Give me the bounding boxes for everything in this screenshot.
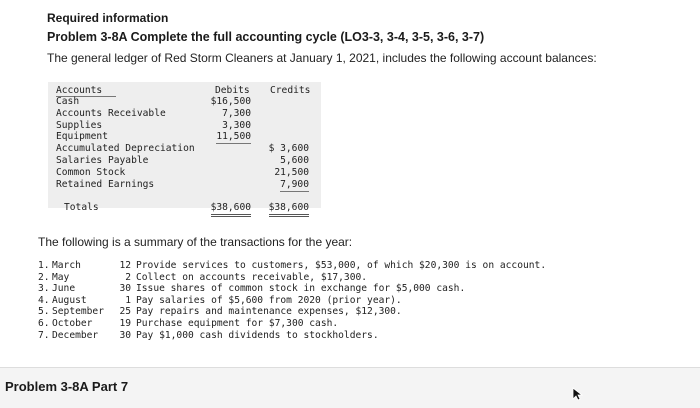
transaction-description: Provide services to customers, $53,000, of which $20,300 is on account. <box>136 260 547 271</box>
ledger-debit-value: $16,500 <box>210 96 251 107</box>
transaction-month: May <box>52 271 70 283</box>
transaction-description: Purchase equipment for $7,300 cash. <box>136 317 339 329</box>
ledger-account-name: Cash <box>56 96 80 107</box>
mouse-pointer-icon <box>572 387 584 401</box>
transaction-description: Pay $1,000 cash dividends to stockholders. <box>136 329 379 341</box>
transactions-summary-heading: The following is a summary of the transactions for the year: <box>38 235 353 249</box>
transaction-month: October <box>52 317 93 329</box>
problem-title: Problem 3-8A Complete the full accounting cycle (LO3-3, 3-4, 3-5, 3-6, 3-7) <box>47 30 485 44</box>
transaction-number: 6. <box>38 317 50 329</box>
transaction-description: Pay salaries of $5,600 from 2020 (prior year). <box>136 294 402 306</box>
ledger-debit-value: 11,500 <box>216 131 251 143</box>
ledger-credit-value: 7,900 <box>280 178 309 190</box>
transaction-description: Pay repairs and maintenance expenses, $12,300. <box>136 306 402 318</box>
ledger-account-name: Accumulated Depreciation <box>56 143 195 155</box>
ledger-account-name: Salaries Payable <box>56 155 149 166</box>
ledger-debit-value: 7,300 <box>222 107 251 119</box>
transaction-number: 4. <box>38 294 50 306</box>
transaction-number: 3. <box>38 283 50 295</box>
transaction-description: Issue shares of common stock in exchange for $5,000 cash. <box>136 283 466 295</box>
transaction-day: 2 <box>125 271 131 283</box>
transaction-number: 2. <box>38 271 50 283</box>
ledger-account-name: Supplies <box>56 119 103 131</box>
transaction-number: 5. <box>38 306 50 318</box>
transaction-number: 1. <box>38 260 50 271</box>
transaction-description: Collect on accounts receivable, $17,300. <box>136 271 368 283</box>
ledger-account-name: Accounts Receivable <box>56 107 166 119</box>
intro-text: The general ledger of Red Storm Cleaners at January 1, 2021, includes the following account balances: <box>47 51 597 65</box>
transaction-month: June <box>52 283 76 295</box>
transaction-month: December <box>52 329 99 341</box>
transaction-day: 30 <box>119 283 131 295</box>
transaction-day: 19 <box>119 317 131 329</box>
ledger-total-credit: $38,600 <box>269 202 309 217</box>
ledger-credit-value: $ 3,600 <box>268 143 309 155</box>
ledger-debit-value: 3,300 <box>222 119 251 131</box>
transaction-month: August <box>52 294 87 306</box>
transaction-day: 30 <box>119 329 131 341</box>
ledger-account-name: Retained Earnings <box>56 178 155 190</box>
transaction-day: 12 <box>119 260 131 271</box>
ledger-total-debit: $38,600 <box>211 202 251 217</box>
account-balances-table <box>48 82 321 214</box>
transaction-day: 25 <box>119 306 131 318</box>
ledger-account-name: Equipment <box>56 131 108 143</box>
col-header-accounts: Accounts <box>56 85 116 97</box>
part-title: Problem 3-8A Part 7 <box>5 379 129 394</box>
col-header-debits: Debits <box>215 85 250 96</box>
ledger-account-name: Common Stock <box>56 166 126 178</box>
transaction-month: September <box>52 306 104 318</box>
transaction-number: 7. <box>38 329 50 341</box>
ledger-credit-value: 5,600 <box>280 155 309 166</box>
ledger-credit-value: 21,500 <box>274 166 309 178</box>
transaction-day: 1 <box>125 294 131 306</box>
required-information-heading: Required information <box>47 11 169 25</box>
transaction-month: March <box>52 260 81 271</box>
col-header-credits: Credits <box>270 85 311 96</box>
ledger-totals-label: Totals <box>64 202 99 214</box>
